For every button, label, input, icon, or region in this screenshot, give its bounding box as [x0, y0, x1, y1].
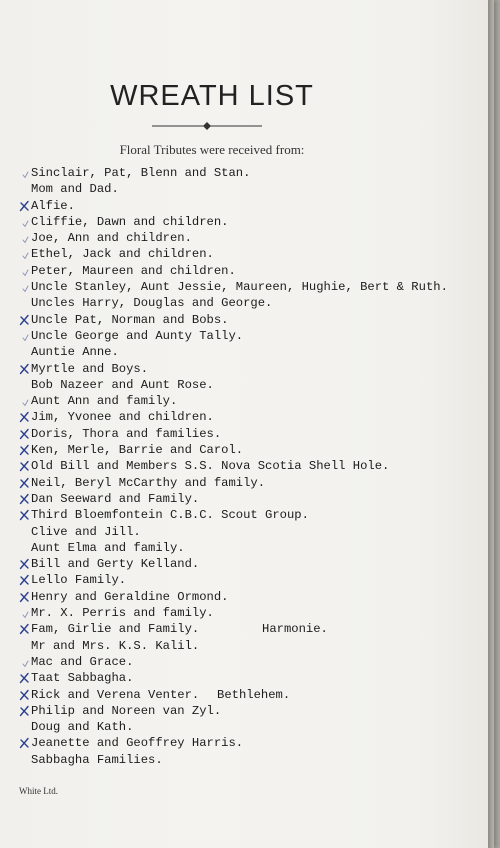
entry-name: Mac and Grace.	[31, 654, 134, 669]
entry-name: Philip and Noreen van Zyl.	[31, 703, 222, 718]
list-item	[0, 475, 494, 491]
entry-name: Bob Nazeer and Aunt Rose.	[31, 377, 214, 392]
list-item	[0, 752, 494, 768]
entry-name: Jim, Yvonee and children.	[31, 410, 214, 425]
cross-mark-icon	[18, 737, 30, 749]
entry-name: Sabbagha Families.	[31, 752, 163, 767]
list-item	[0, 295, 494, 311]
tick-mark-icon	[18, 216, 30, 228]
tick-mark-icon	[18, 248, 30, 260]
entry-name: Rick and Verena Venter.	[31, 687, 200, 702]
tribute-list	[0, 165, 494, 768]
cross-mark-icon	[18, 200, 30, 212]
entry-name: Dan Seeward and Family.	[31, 491, 200, 506]
entry-name: Aunt Ann and family.	[31, 394, 178, 409]
entry-name: Myrtle and Boys.	[31, 361, 149, 376]
page-edge	[488, 0, 494, 848]
entry-name: Uncle Pat, Norman and Bobs.	[31, 312, 229, 327]
cross-mark-icon	[18, 509, 30, 521]
cross-mark-icon	[18, 411, 30, 423]
entry-name: Third Bloemfontein C.B.C. Scout Group.	[31, 508, 309, 523]
entry-name: Uncle George and Aunty Tally.	[31, 328, 244, 343]
list-item	[0, 409, 494, 425]
list-item	[0, 198, 494, 214]
entry-name: Uncle Stanley, Aunt Jessie, Maureen, Hughie, Bert & Ruth.	[31, 280, 448, 295]
page-subtitle: Floral Tributes were received from:	[119, 142, 305, 157]
cross-mark-icon	[18, 591, 30, 603]
list-item	[0, 165, 494, 181]
cross-mark-icon	[18, 477, 30, 489]
list-item	[0, 572, 494, 588]
tick-mark-icon	[18, 607, 30, 619]
list-item	[0, 540, 494, 556]
entry-name: Taat Sabbagha.	[31, 671, 134, 686]
entry-name: Ken, Merle, Barrie and Carol.	[31, 443, 244, 458]
entry-name: Doris, Thora and families.	[31, 426, 222, 441]
tick-mark-icon	[18, 167, 30, 179]
list-item	[0, 491, 494, 507]
list-item	[0, 181, 494, 197]
list-item	[0, 230, 494, 246]
entry-name: Bill and Gerty Kelland.	[31, 557, 200, 572]
list-item	[0, 312, 494, 328]
list-item	[0, 719, 494, 735]
list-item	[0, 670, 494, 686]
tick-mark-icon	[18, 232, 30, 244]
entry-location: Harmonie.	[262, 622, 328, 637]
entry-name: Peter, Maureen and children.	[31, 263, 236, 278]
list-item	[0, 638, 494, 654]
list-item	[0, 524, 494, 540]
entry-name: Doug and Kath.	[31, 720, 134, 735]
entry-name: Mr. X. Perris and family.	[31, 606, 214, 621]
list-item	[0, 393, 494, 409]
entry-name: Henry and Geraldine Ormond.	[31, 589, 229, 604]
list-item	[0, 246, 494, 262]
entry-name: Old Bill and Members S.S. Nova Scotia Shell Hole.	[31, 459, 390, 474]
tick-mark-icon	[18, 656, 30, 668]
list-item	[0, 621, 494, 637]
cross-mark-icon	[18, 314, 30, 326]
entry-name: Ethel, Jack and children.	[31, 247, 214, 262]
list-item	[0, 458, 494, 474]
entry-name: Mr and Mrs. K.S. Kalil.	[31, 638, 200, 653]
list-item	[0, 426, 494, 442]
entry-name: Aunt Elma and family.	[31, 540, 185, 555]
entry-name: Uncles Harry, Douglas and George.	[31, 296, 273, 311]
list-item	[0, 377, 494, 393]
list-item	[0, 214, 494, 230]
list-item	[0, 556, 494, 572]
list-item	[0, 279, 494, 295]
tick-mark-icon	[18, 330, 30, 342]
list-item	[0, 263, 494, 279]
tick-mark-icon	[18, 265, 30, 277]
cross-mark-icon	[18, 689, 30, 701]
entry-name: Jeanette and Geoffrey Harris.	[31, 736, 244, 751]
cross-mark-icon	[18, 558, 30, 570]
list-item	[0, 328, 494, 344]
entry-name: Sinclair, Pat, Blenn and Stan.	[31, 166, 251, 180]
cross-mark-icon	[18, 363, 30, 375]
entry-name: Auntie Anne.	[31, 345, 119, 360]
list-item	[0, 589, 494, 605]
entry-name: Clive and Jill.	[31, 524, 141, 539]
cross-mark-icon	[18, 574, 30, 586]
list-item	[0, 344, 494, 360]
cross-mark-icon	[18, 444, 30, 456]
entry-name: Cliffie, Dawn and children.	[31, 214, 229, 229]
list-item	[0, 687, 494, 703]
list-item	[0, 654, 494, 670]
cross-mark-icon	[18, 493, 30, 505]
entry-name: Fam, Girlie and Family.	[31, 622, 200, 637]
cross-mark-icon	[18, 672, 30, 684]
page-title: WREATH LIST	[110, 80, 314, 112]
entry-location: Bethlehem.	[217, 687, 291, 702]
entry-name: Mom and Dad.	[31, 182, 119, 197]
cross-mark-icon	[18, 705, 30, 717]
ornament-divider	[152, 122, 262, 130]
list-item	[0, 361, 494, 377]
tick-mark-icon	[18, 281, 30, 293]
list-item	[0, 442, 494, 458]
entry-name: Joe, Ann and children.	[31, 231, 192, 246]
tick-mark-icon	[18, 395, 30, 407]
list-item	[0, 703, 494, 719]
list-item	[0, 507, 494, 523]
entry-name: Alfie.	[31, 198, 75, 213]
cross-mark-icon	[18, 623, 30, 635]
list-item	[0, 605, 494, 621]
cross-mark-icon	[18, 428, 30, 440]
printer-credit: White Ltd.	[19, 786, 58, 796]
entry-name: Neil, Beryl McCarthy and family.	[31, 475, 266, 490]
list-item	[0, 735, 494, 751]
cross-mark-icon	[18, 460, 30, 472]
entry-name: Lello Family.	[31, 573, 127, 588]
